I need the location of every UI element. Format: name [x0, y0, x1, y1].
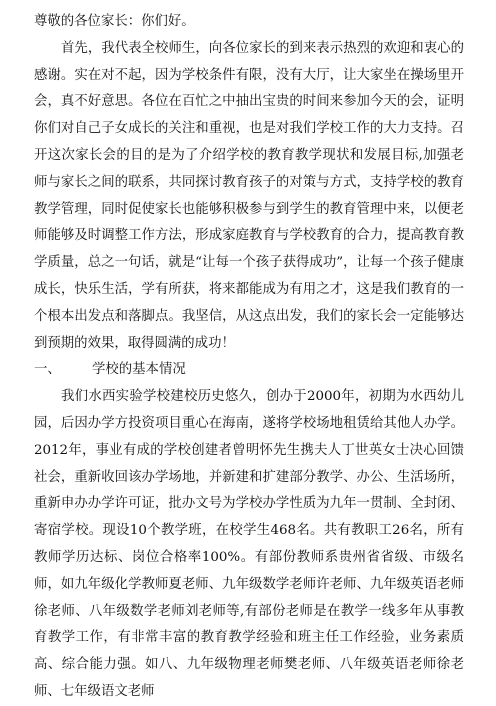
section-number: 一、	[34, 362, 61, 378]
intro-paragraph: 首先，我代表全校师生，向各位家长的到来表示热烈的欢迎和衷心的感谢。实在对不起，因为学校条件有限，没有大厅，让大家坐在操场里开会，真不好意思。各位在百忙之中抽出宝贵的时间来参加今天的会，证明你们对自己子女成长的关注和重视，也是对我们学校工作的大力支持。召开这次家长会的目的是为了介绍学校的教育教学现状和发展目标,加强老师与家长之间的联系，共同探讨教育孩子的对策与方式，支持学校的教育教学管理，同时促使家长也能够积极参与到学生的教育管理中来，以便老师能够及时调整工作方法，形成家庭教育与学校教育的合力，提高教育教学质量，总之一句话，就是“让每一个孩子获得成功”，让每一个孩子健康成长，快乐生活，学有所获，将来都能成为有用之才，这是我们教育的一个根本出发点和落脚点。我坚信，从这点出发，我们的家长会一定能够达到预期的效果，取得圆满的成功！	[34, 40, 464, 351]
section-heading	[34, 357, 464, 384]
section-title: 学校的基本情况	[92, 362, 186, 378]
salutation: 尊敬的各位家长：你们好。	[34, 14, 195, 29]
document-body	[34, 9, 464, 706]
school-overview-paragraph: 我们水西实验学校建校历史悠久，创办于2000年，初期为水西幼儿园，后因办学方投资项目重心在海南，遂将学校场地租赁给其他人办学。2012年，事业有成的学校创建者曾明怀先生携夫人丁世英女士决心回馈社会，重新收回该办学场地，并新建和扩建部分教学、办公、生活场所，重新申办办学许可证，批办文号为学校办学性质为九年一贯制、全封闭、寄宿学校。现设10个教学班，在校学生468名。共有教职工26名，所有教师学历达标、岗位合格率100%。有部份教师系贵州省省级、市级名师，如九年级化学教师夏老师、九年级数学老师许老师、九年级英语老师徐老师、八年级数学老师刘老师等,有部份老师是在教学一线多年从事教育教学工作，有非常丰富的教育教学经验和班主任工作经验，业务素质高、综合能力强。如八、九年级物理老师樊老师、八年级英语老师徐老师、七年级语文老师	[34, 389, 464, 699]
